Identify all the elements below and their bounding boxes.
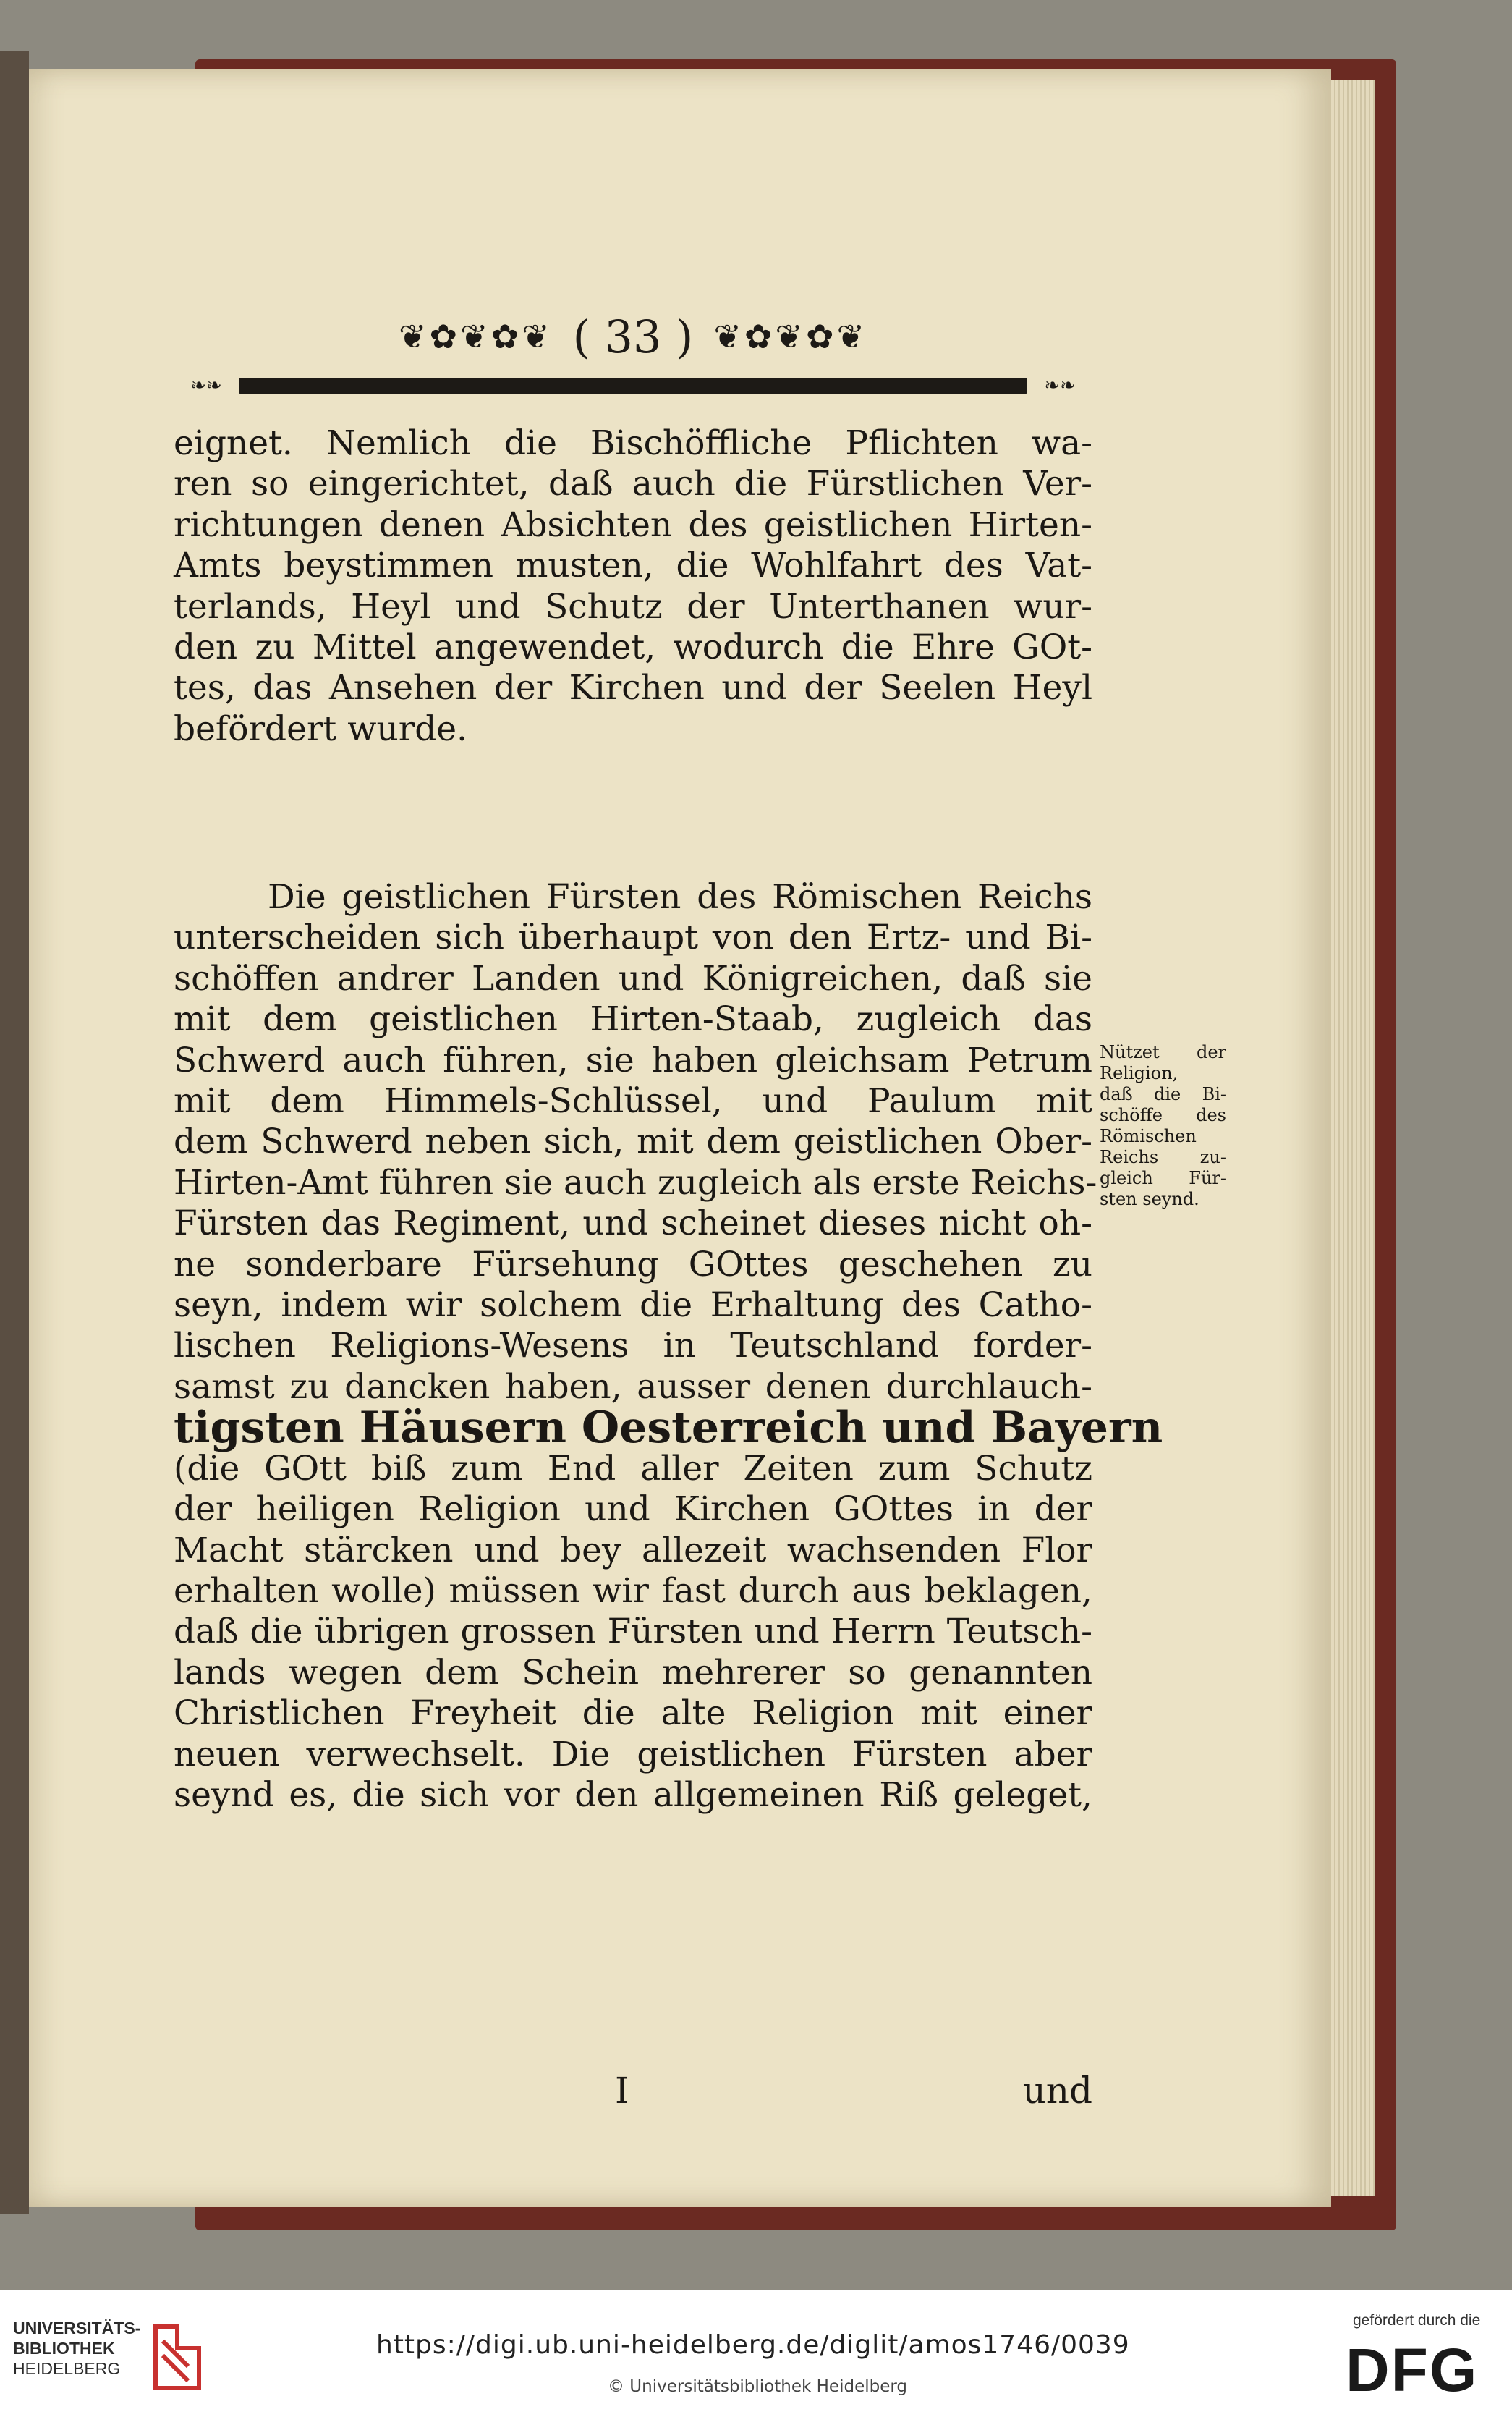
text-line: Macht stärcken und bey allezeit wachsenden Flor [174, 1530, 1092, 1570]
text-line: Christlichen Freyheit die alte Religion mit einer [174, 1693, 1092, 1734]
text-line: Hirten-Amt führen sie auch zugleich als erste Reichs- [174, 1162, 1097, 1203]
library-name-line: HEIDELBERG [13, 2359, 121, 2378]
dfg-logo[interactable]: DFG [1346, 2336, 1479, 2404]
text-line: schöffen andrer Landen und Königreichen, daß sie [174, 958, 1092, 999]
text-line: richtungen denen Absichten des geistlichen Hirten- [174, 504, 1092, 545]
rule-bar [239, 378, 1027, 394]
text-line: seyn, indem wir solchem die Erhaltung des Catho- [174, 1285, 1092, 1326]
margin-note [1100, 1042, 1226, 1210]
text-line: neuen verwechselt. Die geistlichen Fürsten aber [174, 1734, 1092, 1774]
page-edge-stack [1331, 80, 1375, 2196]
text-line: ren so eingerichtet, daß auch die Fürstlichen Ver- [174, 464, 1092, 504]
viewer-footer [0, 2290, 1512, 2417]
text-line-emphasis: tigsten Häusern Oesterreich und Bayern [174, 1402, 1163, 1454]
margin-note-line: Reichs zu- [1100, 1147, 1226, 1167]
text-line: daß die übrigen grossen Fürsten und Herrn Teutsch- [174, 1612, 1092, 1652]
text-line: Schwerd auch führen, sie haben gleichsam Petrum [174, 1040, 1092, 1080]
permalink-url[interactable]: https://digi.ub.uni-heidelberg.de/diglit/amos1746/0039 [376, 2330, 1130, 2360]
margin-note-line: Nützet der [1100, 1042, 1226, 1062]
library-name-line: UNIVERSITÄTS- [13, 2319, 141, 2337]
margin-note-line: schöffe des [1100, 1105, 1226, 1125]
left-page-edge [0, 51, 29, 2214]
text-line: mit dem geistlichen Hirten-Staab, zugleich das [174, 999, 1092, 1040]
text-line: befördert wurde. [174, 708, 468, 749]
text-line: (die GOtt biß zum End aller Zeiten zum Schutz [174, 1448, 1092, 1489]
text-line: mit dem Himmels-Schlüssel, und Paulum mit [174, 1081, 1092, 1122]
margin-note-line: sten seynd. [1100, 1189, 1199, 1209]
signature-mark: I [615, 2070, 629, 2112]
text-line: lands wegen dem Schein mehrerer so genannten [174, 1652, 1092, 1693]
text-line: tes, das Ansehen der Kirchen und der Seelen Heyl [174, 668, 1092, 708]
page-number: ( 33 ) [572, 310, 694, 363]
text-line: terlands, Heyl und Schutz der Unterthanen wur- [174, 586, 1092, 627]
margin-note-line: daß die Bi- [1100, 1084, 1226, 1104]
rule-ornament-left: ❧❧ [190, 375, 222, 397]
ornament-left: ❦✿❦✿❦ [398, 317, 553, 356]
text-line: unterscheiden sich überhaupt von den Ertz- und Bi- [174, 918, 1092, 958]
text-line: ne sonderbare Fürsehung GOttes geschehen zu [174, 1244, 1092, 1284]
margin-note-line: gleich Für- [1100, 1168, 1226, 1188]
header-rule [174, 376, 1092, 395]
paragraph-1 [174, 423, 1092, 750]
margin-note-line: Römischen [1100, 1126, 1197, 1146]
funding-label: gefördert durch die [1353, 2312, 1481, 2329]
text-line: den zu Mittel angewendet, wodurch die Ehre GOt- [174, 627, 1092, 668]
text-line: Fürsten das Regiment, und scheinet dieses nicht oh- [174, 1203, 1092, 1244]
text-line: samst zu dancken haben, ausser denen durchlauch- [174, 1366, 1092, 1407]
text-line: seynd es, die sich vor den allgemeinen Riß geleget, [174, 1774, 1092, 1815]
catchline [174, 2070, 1092, 2113]
page-header [174, 304, 1092, 369]
library-name-line: BIBLIOTHEK [13, 2339, 115, 2358]
library-emblem-icon [148, 2319, 206, 2395]
margin-note-line: Religion, [1100, 1063, 1178, 1083]
text-line: dem Schwerd neben sich, mit dem geistlichen Ober- [174, 1122, 1092, 1162]
text-line: der heiligen Religion und Kirchen GOttes in der [174, 1489, 1092, 1530]
rule-ornament-right: ❧❧ [1044, 375, 1076, 397]
text-line: Amts beystimmen musten, die Wohlfahrt des Vat- [174, 546, 1092, 586]
copyright-text: © Universitätsbibliothek Heidelberg [608, 2377, 908, 2396]
catchword: und [1022, 2070, 1092, 2112]
text-line: Die geistlichen Fürsten des Römischen Reichs [268, 877, 1092, 917]
text-line: lischen Religions-Wesens in Teutschland forder- [174, 1326, 1092, 1366]
text-line: erhalten wolle) müssen wir fast durch aus beklagen, [174, 1570, 1092, 1611]
ornament-right: ❦✿❦✿❦ [713, 317, 868, 356]
text-line: eignet. Nemlich die Bischöffliche Pflichten wa- [174, 423, 1092, 463]
